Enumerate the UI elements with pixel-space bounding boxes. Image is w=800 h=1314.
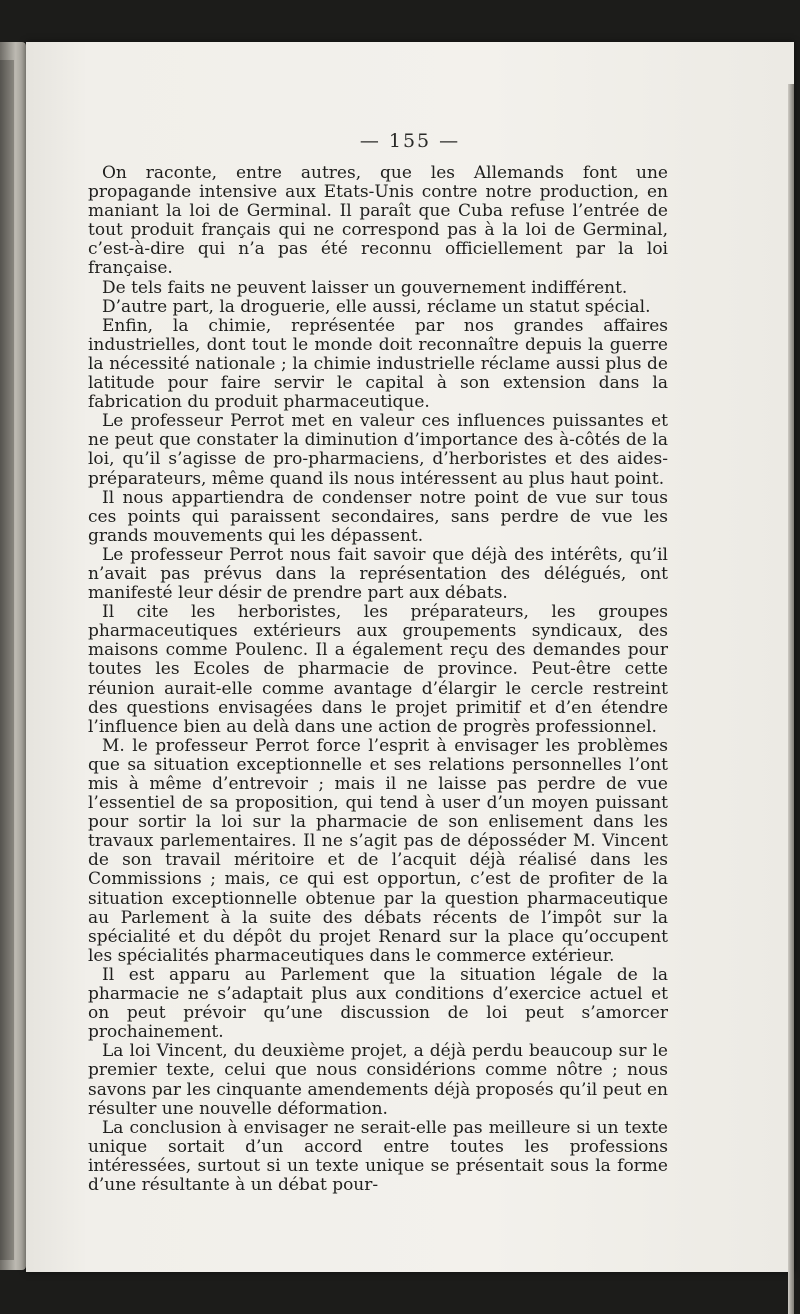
paragraph: On raconte, entre autres, que les Allemands font une propagande intensive aux Etats-Unis contre notre production, en maniant la loi de Germinal. Il paraît que Cuba refuse l’entrée de tout produit français qui ne correspond pas à la loi de Germinal, c’est-à-dire qui n’a pas été reconnu officiellement par la loi française. xyxy=(88,163,668,279)
paragraph: La loi Vincent, du deuxième projet, a déjà perdu beaucoup sur le premier texte, celui que nous considérions comme nôtre ; nous savons par les cinquante amendements déjà proposés qu’il peut en résulter une nouvelle déformation. xyxy=(88,1041,668,1119)
page-body-text xyxy=(88,164,668,1195)
paragraph: Enfin, la chimie, représentée par nos grandes affaires industrielles, dont tout le monde doit reconnaître depuis la guerre la nécessité nationale ; la chimie industrielle réclame aussi plus de latitude pour faire servir le capital à son extension dans la fabrication du produit pharmaceutique. xyxy=(88,315,668,413)
paragraph: Il est apparu au Parlement que la situation légale de la pharmacie ne s’adaptait plus aux conditions d’exercice actuel et on peut prévoir qu’une discussion de loi peut s’amorcer prochainement. xyxy=(88,964,668,1043)
paragraph: Il cite les herboristes, les préparateurs, les groupes pharmaceutiques extérieurs aux groupements syndicaux, des maisons comme Poulenc. Il a également reçu des demandes pour toutes les Ecoles de pharmacie de province. Peut-être cette réunion aurait-elle comme avantage d’élargir le cercle restreint des questions envisagées dans le projet primitif et d’en étendre l’influence bien au delà dans une action de progrès professionnel. xyxy=(88,602,668,737)
paragraph: D’autre part, la droguerie, elle aussi, réclame un statut spécial. xyxy=(102,296,651,317)
paragraph: De tels faits ne peuvent laisser un gouvernement indifférent. xyxy=(102,277,628,298)
paragraph: Il nous appartiendra de condenser notre point de vue sur tous ces points qui paraissent secondaires, sans perdre de vue les grands mouvements qui les dépassent. xyxy=(88,487,668,546)
paragraph: La conclusion à envisager ne serait-elle pas meilleure si un texte unique sortait d’un accord entre toutes les professions intéressées, surtout si un texte unique se présentait sous la forme d’une résultante à un débat pour- xyxy=(88,1117,668,1195)
paragraph: M. le professeur Perrot force l’esprit à envisager les problèmes que sa situation exceptionnelle et ses relations personnelles l’ont mis à même d’entrevoir ; mais il ne laisse pas perdre de vue l’essentiel de sa proposition, qui tend à user d’un moyen puissant pour sortir la loi sur la pharmacie de son enlisement dans les travaux parlementaires. Il ne s’agit pas de déposséder M. Vincent de son travail méritoire et de l’acquit déjà réalisé dans les Commissions ; mais, ce qui est opportun, c’est de profiter de la situation exceptionnelle obtenue par la question pharmaceutique au Parlement à la suite des débats récents de l’impôt sur la spécialité et du dépôt du projet Renard sur la place qu’occupent les spécialités pharmaceutiques dans le commerce extérieur. xyxy=(88,735,668,966)
book-page xyxy=(26,42,794,1272)
paragraph: Le professeur Perrot met en valeur ces influences puissantes et ne peut que constater la diminution d’importance des à-côtés de la loi, qu’il s’agisse de pro-pharmaciens, d’herboristes et des aides-préparateurs, même quand ils nous intéressent au plus haut point. xyxy=(88,411,668,489)
page-right-edge xyxy=(788,84,794,1314)
paragraph: Le professeur Perrot nous fait savoir que déjà des intérêts, qu’il n’avait pas prévus dans la représentation des délégués, ont manifesté leur désir de prendre part aux débats. xyxy=(88,544,668,604)
page-number: — 155 — xyxy=(359,130,461,152)
book-spine-shadow xyxy=(0,60,14,1260)
